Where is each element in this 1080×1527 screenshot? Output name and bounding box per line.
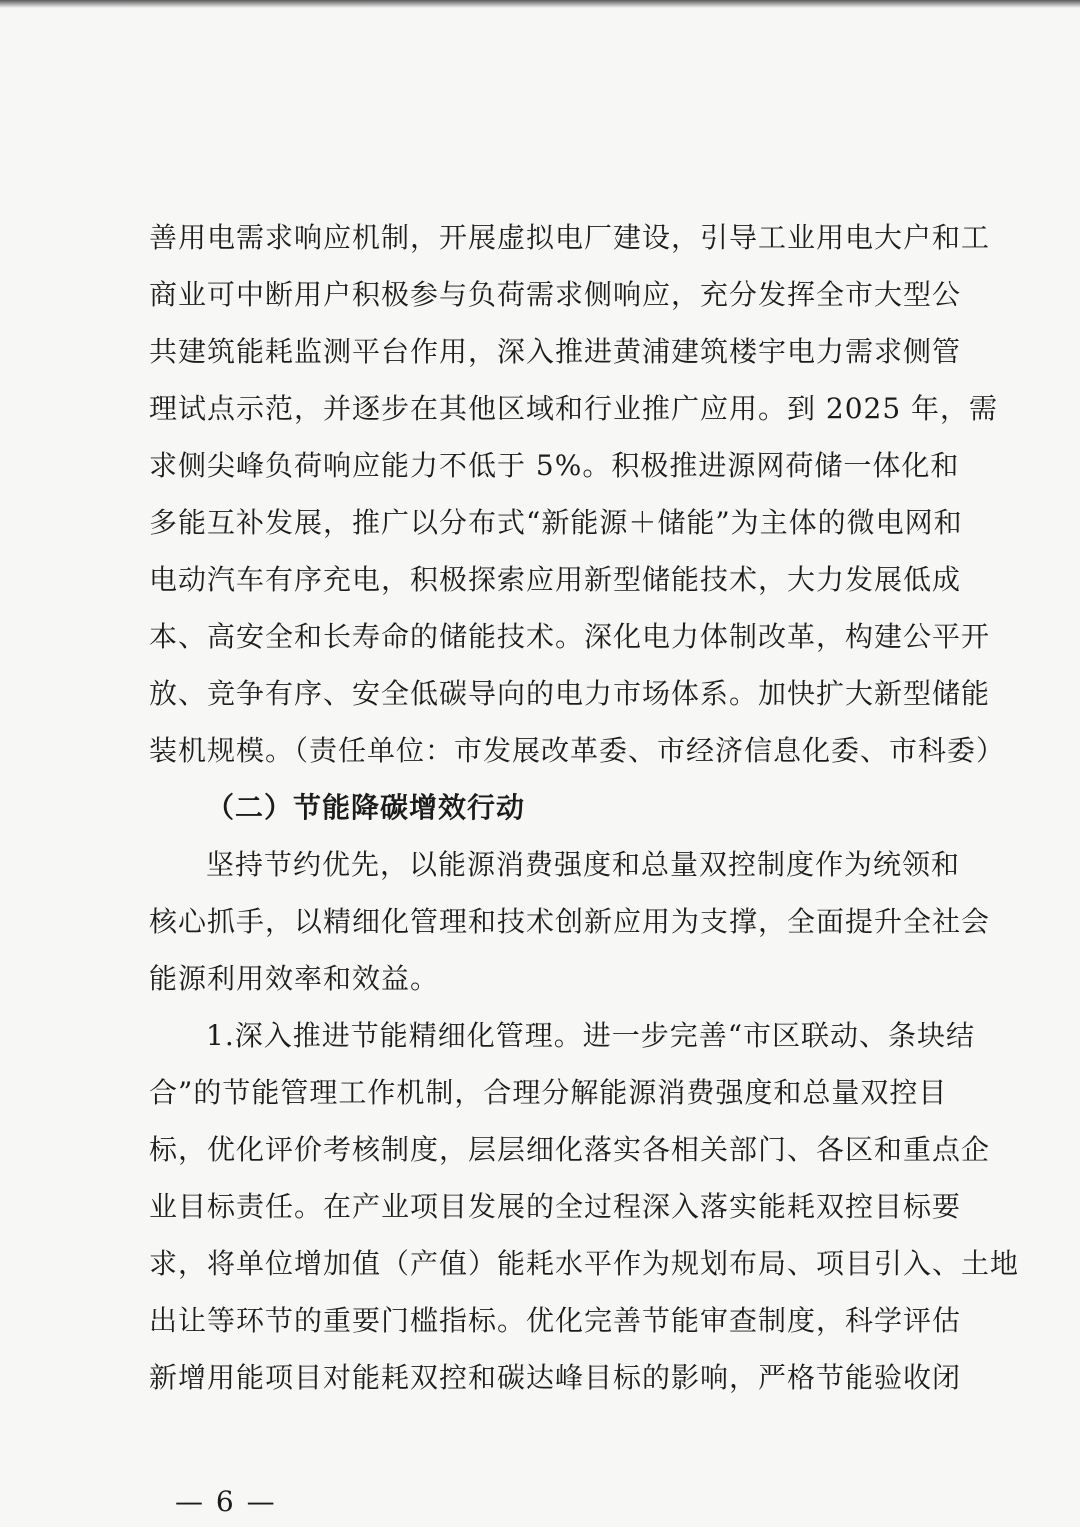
body-text-line: 商业可中断用户积极参与负荷需求侧响应，充分发挥全市大型公	[149, 278, 962, 311]
body-text-line: 出让等环节的重要门槛指标。优化完善节能审查制度，科学评估	[149, 1304, 962, 1337]
body-text-line: 善用电需求响应机制，开展虚拟电厂建设，引导工业用电大户和工	[149, 221, 991, 254]
body-text-line: 放、竞争有序、安全低碳导向的电力市场体系。加快扩大新型储能	[149, 677, 991, 710]
body-text-line: 装机规模。（责任单位：市发展改革委、市经济信息化委、市科委）	[149, 734, 1006, 767]
section-heading: （二）节能降碳增效行动	[206, 791, 526, 824]
body-text-line: 核心抓手，以精细化管理和技术创新应用为支撑，全面提升全社会	[149, 905, 991, 938]
body-text-line: 标，优化评价考核制度，层层细化落实各相关部门、各区和重点企	[149, 1133, 991, 1166]
body-text-line: 能源利用效率和效益。	[149, 962, 440, 995]
body-text-line: 业目标责任。在产业项目发展的全过程深入落实能耗双控目标要	[149, 1190, 962, 1223]
body-text-line: 本、高安全和长寿命的储能技术。深化电力体制改革，构建公平开	[149, 620, 991, 653]
body-text-line: 多能互补发展，推广以分布式“新能源＋储能”为主体的微电网和	[149, 506, 963, 539]
body-text-line: 理试点示范，并逐步在其他区域和行业推广应用。到 2025 年，需	[149, 392, 999, 425]
body-text-line: 共建筑能耗监测平台作用，深入推进黄浦建筑楼宇电力需求侧管	[149, 335, 962, 368]
body-text-line: 求，将单位增加值（产值）能耗水平作为规划布局、项目引入、土地	[149, 1247, 1020, 1280]
body-text-line: 电动汽车有序充电，积极探索应用新型储能技术，大力发展低成	[149, 563, 962, 596]
body-text-line: 坚持节约优先，以能源消费强度和总量双控制度作为统领和	[206, 848, 961, 881]
body-text-line: 求侧尖峰负荷响应能力不低于 5%。积极推进源网荷储一体化和	[149, 449, 960, 482]
body-text-line: 新增用能项目对能耗双控和碳达峰目标的影响，严格节能验收闭	[149, 1361, 962, 1394]
page-number: — 6 —	[175, 1485, 277, 1518]
body-text-line: 1.深入推进节能精细化管理。进一步完善“市区联动、条块结	[206, 1019, 976, 1052]
body-text-line: 合”的节能管理工作机制，合理分解能源消费强度和总量双控目	[149, 1076, 948, 1109]
